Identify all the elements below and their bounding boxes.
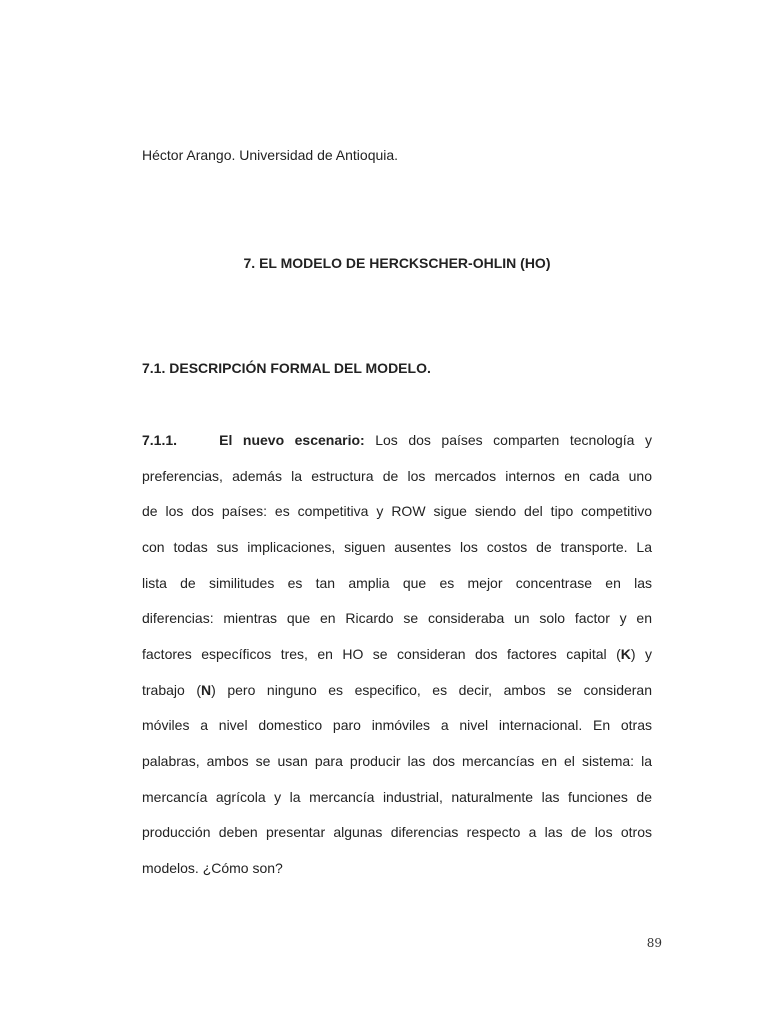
paragraph-line: modelos. ¿Cómo son? [142,860,283,876]
section-title: 7.1. DESCRIPCIÓN FORMAL DEL MODELO. [142,360,431,376]
paragraph-text: factores específicos tres, en HO se consideran dos factores capital ( [142,646,621,662]
paragraph-line: producción deben presentar algunas diferencias respecto a las de los otros [142,824,652,840]
paragraph-line: móviles a nivel domestico paro inmóviles a nivel internacional. En otras [142,717,652,733]
paragraph-line: palabras, ambos se usan para producir las dos mercancías en el sistema: la [142,753,652,769]
paragraph-line [142,645,652,663]
paragraph-line: mercancía agrícola y la mercancía industrial, naturalmente las funciones de [142,789,652,805]
paragraph-line [142,681,652,699]
paragraph-line: preferencias, además la estructura de los mercados internos en cada uno [142,468,652,484]
paragraph-line: de los dos países: es competitiva y ROW sigue siendo del tipo competitivo [142,503,652,519]
capital-symbol: K [620,646,631,662]
paragraph-line: lista de similitudes es tan amplia que es mejor concentrase en las [142,575,652,591]
paragraph-line [142,431,652,449]
paragraph-text: trabajo ( [142,682,202,698]
paragraph-line: con todas sus implicaciones, siguen ausentes los costos de transporte. La [142,539,652,555]
paragraph-line: diferencias: mientras que en Ricardo se consideraba un solo factor y en [142,610,652,626]
subsection-number: 7.1.1. [142,432,178,448]
paragraph-text: ) pero ninguno es especifico, es decir, ambos se consideran [211,682,652,698]
chapter-title: 7. EL MODELO DE HERCKSCHER-OHLIN (HO) [243,255,551,271]
labor-symbol: N [201,682,212,698]
paragraph-text: ) y [630,646,652,662]
author-affiliation-line: Héctor Arango. Universidad de Antioquia. [142,147,399,163]
paragraph-text: Los dos países comparten tecnología y [364,432,652,448]
subsection-term: El nuevo escenario: [219,432,365,448]
page-number: 89 [646,936,662,950]
